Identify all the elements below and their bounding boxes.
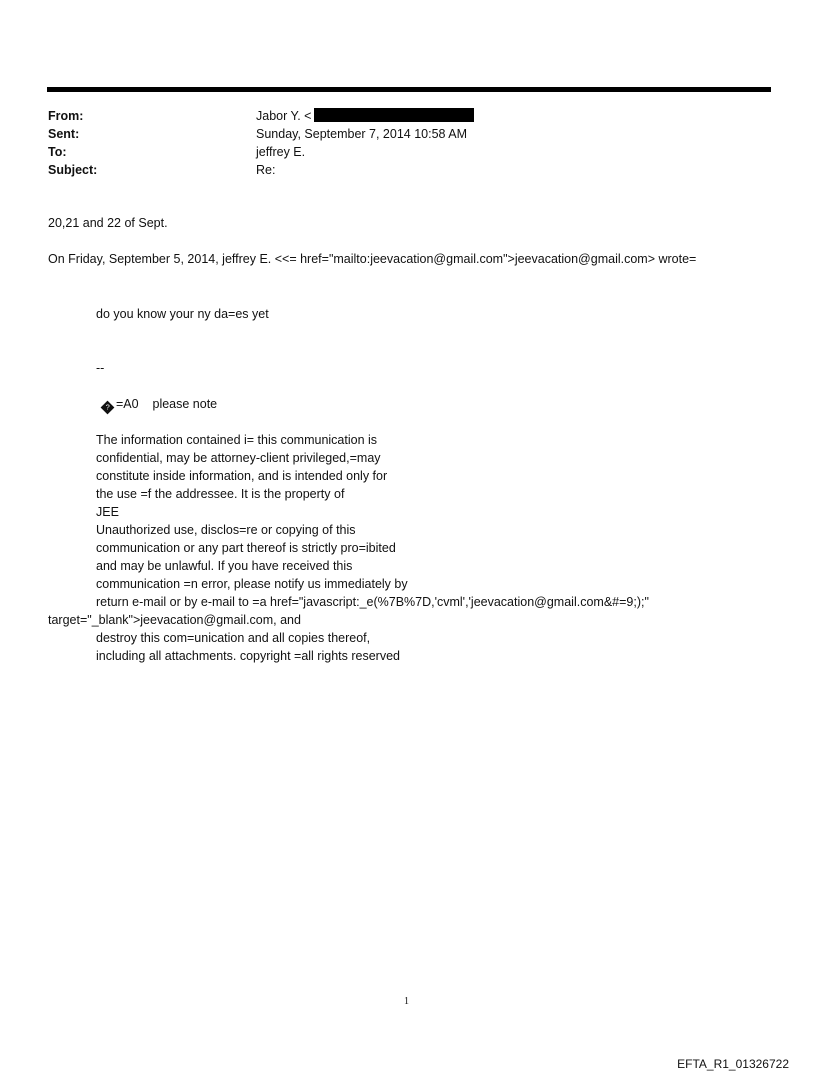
please-note-prefix: =A0: [116, 397, 139, 411]
quote-intro: On Friday, September 5, 2014, jeffrey E. <<= href="mailto:jeevacation@gmail.com">jeevacation@gmail.com> wrote=: [48, 252, 697, 266]
disclaimer-line: the use =f the addressee. It is the property of: [96, 487, 345, 501]
header-rule: [47, 87, 771, 92]
subject-row: [48, 161, 275, 179]
reply-text: 20,21 and 22 of Sept.: [48, 216, 168, 230]
please-note-text: please note: [152, 397, 218, 411]
redaction-block: [314, 108, 474, 122]
disclaimer-wrap-line: target="_blank">jeevacation@gmail.com, and: [48, 613, 301, 627]
disclaimer-line: The information contained i= this communication is: [96, 433, 378, 447]
disclaimer-line: confidential, may be attorney-client privileged,=may: [96, 451, 381, 465]
disclaimer-line: return e-mail or by e-mail to =a href="javascript:_e(%7B%7D,'cvml','jeevacation@gmail.com&#=9;);": [96, 595, 649, 609]
sent-row: [48, 125, 467, 143]
subject-label: Subject:: [48, 163, 98, 177]
from-label: From:: [48, 109, 84, 123]
from-row: [48, 107, 474, 125]
signature-separator: --: [96, 361, 105, 375]
disclaimer-line: constitute inside information, and is intended only for: [96, 469, 388, 483]
disclaimer-line: JEE: [96, 505, 119, 519]
subject-value: Re:: [256, 163, 276, 177]
to-label: To:: [48, 145, 67, 159]
disclaimer-line: communication =n error, please notify us immediately by: [96, 577, 408, 591]
sent-label: Sent:: [48, 127, 80, 141]
disclaimer-line: including all attachments. copyright =all rights reserved: [96, 649, 400, 663]
disclaimer-line: Unauthorized use, disclos=re or copying of this: [96, 523, 356, 537]
disclaimer-line: and may be unlawful. If you have received this: [96, 559, 353, 573]
to-value: jeffrey E.: [256, 145, 306, 159]
quoted-question: do you know your ny da=es yet: [96, 307, 269, 321]
from-value: Jabor Y. <: [256, 109, 312, 123]
disclaimer-line: destroy this com=unication and all copies thereof,: [96, 631, 371, 645]
disclaimer-line: communication or any part thereof is strictly pro=ibited: [96, 541, 396, 555]
sent-value: Sunday, September 7, 2014 10:58 AM: [256, 127, 468, 141]
document-id: EFTA_R1_01326722: [677, 1057, 789, 1071]
please-note-line: [101, 395, 217, 414]
to-row: [48, 143, 305, 161]
replacement-char-icon: ?: [101, 401, 115, 415]
page-number: 1: [404, 996, 409, 1007]
